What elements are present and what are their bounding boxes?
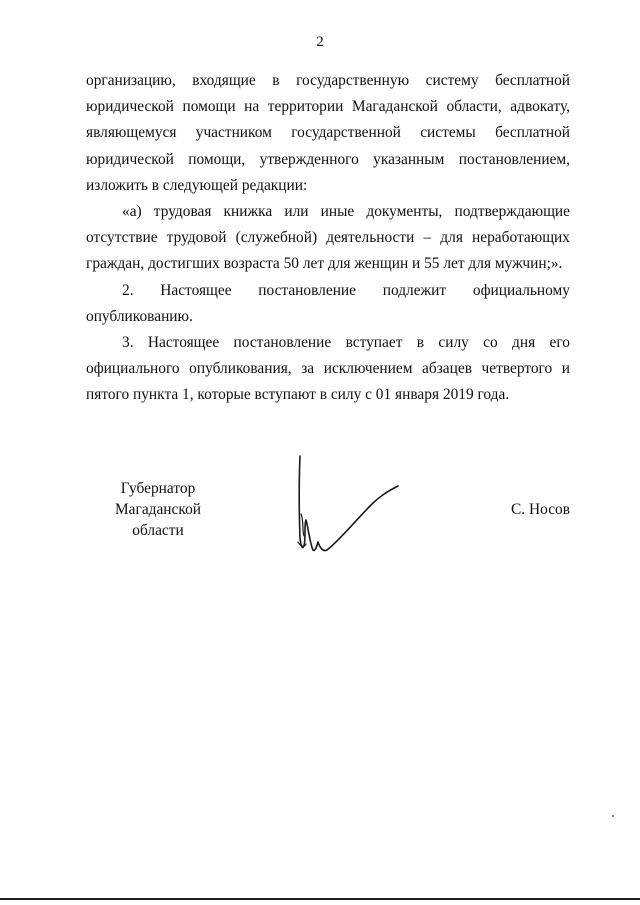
paragraph-item-2: 2. Настоящее постановление подлежит официальному опубликованию.	[86, 281, 570, 325]
signer-title-line-1: Губернатор	[120, 480, 196, 497]
signer-name: С. Носов	[511, 501, 570, 518]
scan-speck	[612, 815, 614, 817]
signer-title-line-2: Магаданской области	[114, 501, 202, 539]
paragraph-item-3: 3. Настоящее постановление вступает в силу со дня его официального опубликования, за исключением абзацев четвертого и пятого пункта 1, которые вступают в силу с 01 января 2019 года.	[86, 334, 570, 404]
handwritten-signature-icon	[280, 450, 410, 565]
signer-title	[88, 478, 228, 541]
document-body	[86, 68, 570, 409]
paragraph-continuation: организацию, входящие в государственную систему бесплатной юридической помощи на территории Магаданской области, адвокату, являющемуся участником государственной системы бесплатной юридической помощи, утвержденного указанным постановлением, изложить в следующей редакции:	[86, 72, 570, 194]
paragraph-amendment-quote: «а) трудовая книжка или иные документы, подтверждающие отсутствие трудовой (служебной) деятельности – для неработающих граждан, достигших возраста 50 лет для женщин и 55 лет для мужчин;».	[86, 203, 570, 273]
page-number: 2	[316, 34, 324, 50]
scan-bottom-edge	[0, 898, 640, 900]
